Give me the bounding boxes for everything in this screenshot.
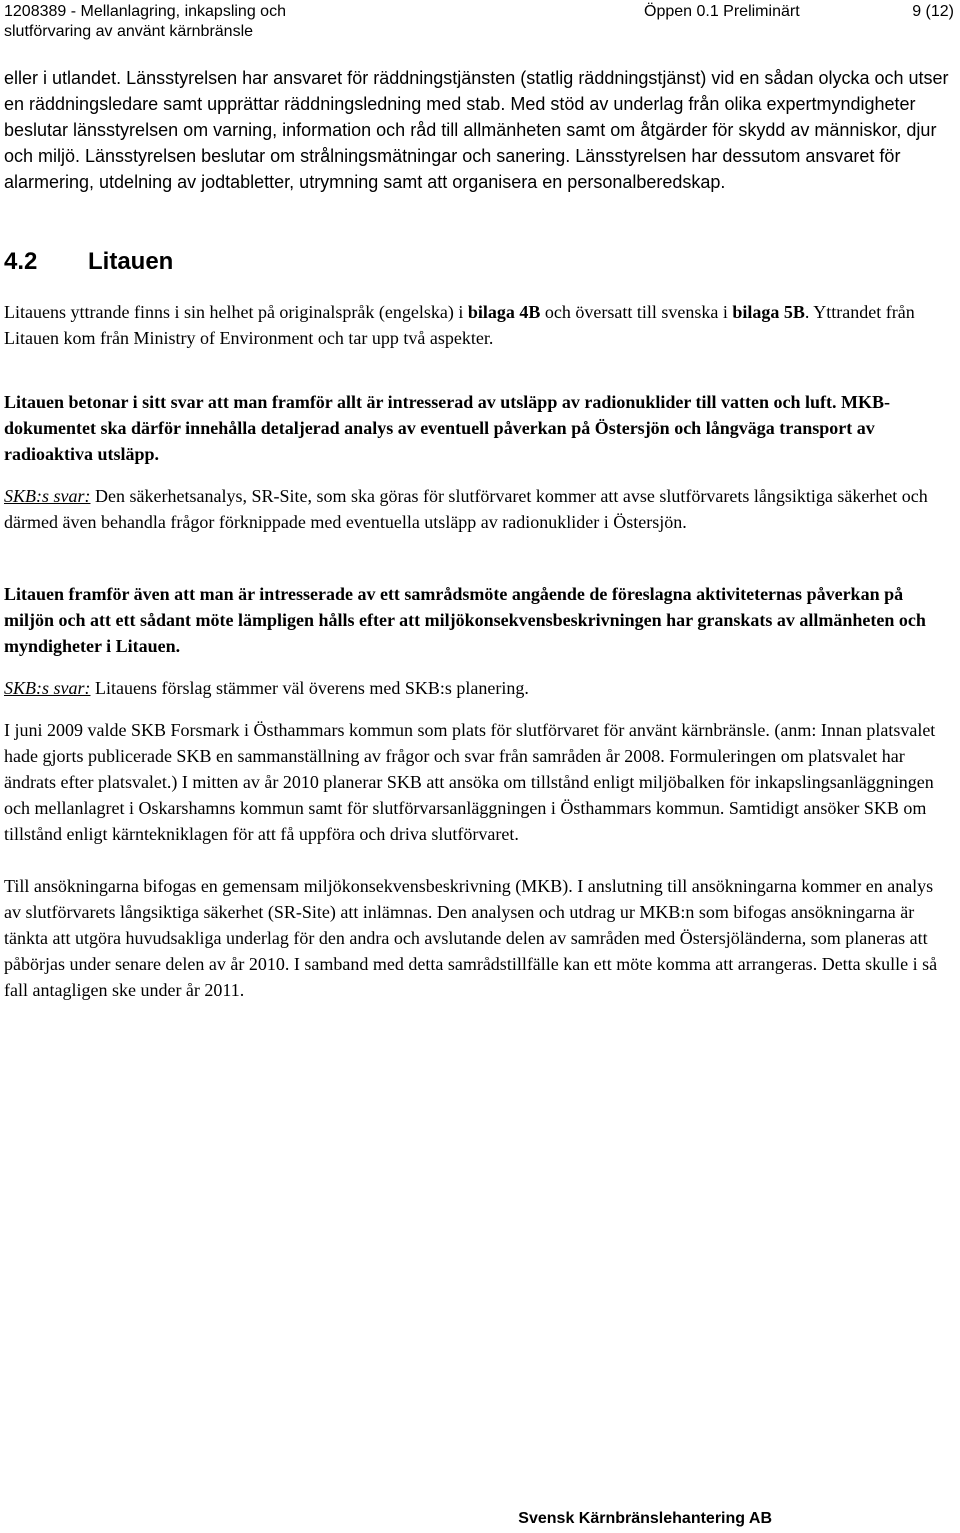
answer-label: SKB:s svar: [4,678,91,698]
document-body [4,65,949,1003]
question-1: Litauen betonar i sitt svar att man framför allt är intresserad av utsläpp av radionuklider till vatten och luft. MKB-dokumentet ska därför innehålla detaljerad analys av eventuell påverkan på Östersjön och långväga transport av radioaktiva utsläpp. [4,392,890,464]
answer-label: SKB:s svar: [4,486,91,506]
document-title-line1: 1208389 - Mellanlagring, inkapsling och [4,3,286,20]
answer-2 [4,675,949,701]
page-number: 9 (12) [912,3,954,20]
section-heading [4,247,949,277]
document-status: Öppen 0.1 Preliminärt [644,3,800,20]
answer-1 [4,483,949,535]
section-intro [4,299,949,351]
intro-text-2: och översatt till svenska i [540,302,733,322]
intro-text-3: . Yttrandet från Litauen kom från Ministry of Environment och tar upp två aspekter. [4,302,915,348]
paragraph-site-selection: I juni 2009 valde SKB Forsmark i Östhammars kommun som plats för slutförvaret för använt kärnbränsle. (anm: Innan platsvalet hade gjorts publicerade SKB en sammanställning av frågor och svar från samråden år 2008. Formuleringen om platsvalet har ändrats efter platsvalet.) I mitten av år 2010 planerar SKB att ansöka om tillstånd enligt miljöbalken för inkapslingsanläggningen och mellanlagret i Oskarshamns kommun samt för slutförvarsanläggningen i Östhammars kommun. Samtidigt ansöker SKB om tillstånd enligt kärntekniklagen för att få uppföra och driva slutförvaret. [4,720,936,844]
paragraph-applications: Till ansökningarna bifogas en gemensam miljökonsekvensbeskrivning (MKB). I anslutning till ansökningarna kommer en analys av slutförvarets långsiktiga säkerhet (SR-Site) att inlämnas. Den analysen och utdrag ur MKB:n som bifogas ansökningarna är tänkta att utgöra huvudsakliga underlag för den andra och avslutande delen av samråden med Östersjöländerna, som planeras att påbörjas under senare delen av år 2010. I samband med detta samrådstillfälle kan ett möte komma att arrangeras. Detta skulle i så fall antagligen ske under år 2011. [4,876,938,1000]
answer-1-text: Den säkerhetsanalys, SR-Site, som ska göras för slutförvaret kommer att avse slutförvarets långsiktiga säkerhet och därmed även behandla frågor förknippade med eventuella utsläpp av radionuklider i Östersjön. [4,486,928,532]
document-title-line2: slutförvaring av använt kärnbränsle [4,23,254,40]
paragraph-previous-section: eller i utlandet. Länsstyrelsen har ansvaret för räddningstjänsten (statlig räddningstjänst) vid en sådan olycka och utser en räddningsledare samt upprättar räddningsledning med stab. Med stöd av underlag från olika expertmyndigheter beslutar länsstyrelsen om varning, information och råd till allmänheten samt om åtgärder för skydd av människor, djur och miljö. Länsstyrelsen beslutar om strålningsmätningar och sanering. Länsstyrelsen har dessutom ansvaret för alarmering, utdelning av jodtabletter, utrymning samt att organisera en personalberedskap. [4,68,949,192]
bilaga-5b-ref: bilaga 5B [732,302,805,322]
answer-2-text: Litauens förslag stämmer väl överens med SKB:s planering. [90,678,529,698]
document-title [4,2,286,42]
bilaga-4b-ref: bilaga 4B [467,302,541,322]
question-2: Litauen framför även att man är intresserade av ett samrådsmöte angående de föreslagna aktiviteternas påverkan på miljön och att ett sådant möte lämpligen hålls efter att miljökonsekvensbeskrivningen har granskats av allmänheten och myndigheter i Litauen. [4,584,926,656]
footer-company: Svensk Kärnbränslehantering AB [518,1510,772,1527]
page-header [4,2,954,42]
section-number: 4.2 [4,248,38,275]
section-title: Litauen [88,248,174,275]
intro-text-1: Litauens yttrande finns i sin helhet på originalspråk (engelska) i [4,302,468,322]
